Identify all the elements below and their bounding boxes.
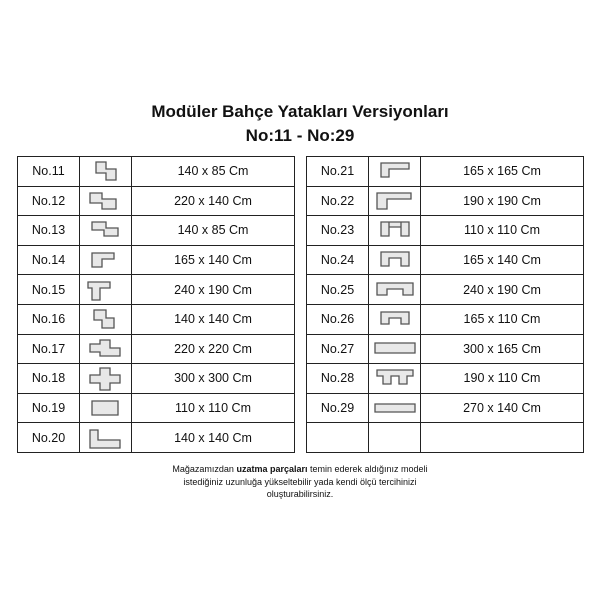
right-table-row bbox=[307, 157, 584, 187]
model-number: No.12 bbox=[18, 186, 80, 216]
page-subtitle: No:11 - No:29 bbox=[245, 126, 355, 145]
right-table-row bbox=[307, 186, 584, 216]
model-number: No.25 bbox=[307, 275, 369, 305]
right-table-row bbox=[307, 364, 584, 394]
model-dimensions: 270 x 140 Cm bbox=[421, 393, 584, 423]
model-thumbnail-cell bbox=[369, 186, 421, 216]
bed-shape-14-icon bbox=[82, 247, 130, 273]
bed-shape-12-icon bbox=[82, 188, 130, 214]
bed-shape-17-icon bbox=[82, 336, 130, 362]
model-number: No.15 bbox=[18, 275, 80, 305]
model-dimensions: 110 x 110 Cm bbox=[132, 393, 295, 423]
left-table-row bbox=[18, 245, 295, 275]
model-thumbnail-cell bbox=[80, 245, 132, 275]
bed-shape-24-icon bbox=[371, 247, 419, 273]
model-dimensions: 300 x 165 Cm bbox=[421, 334, 584, 364]
model-dimensions: 140 x 85 Cm bbox=[132, 216, 295, 246]
bed-shape-15-icon bbox=[82, 277, 130, 303]
left-table-row bbox=[18, 157, 295, 187]
footer-line-3: oluşturabilirsiniz. bbox=[266, 489, 334, 499]
model-dimensions: 300 x 300 Cm bbox=[132, 364, 295, 394]
model-thumbnail-cell bbox=[80, 157, 132, 187]
left-version-table bbox=[17, 156, 295, 453]
model-number: No.19 bbox=[18, 393, 80, 423]
model-thumbnail-cell bbox=[80, 304, 132, 334]
model-thumbnail-cell bbox=[80, 275, 132, 305]
bed-shape-21-icon bbox=[371, 158, 419, 184]
model-number: No.28 bbox=[307, 364, 369, 394]
bed-shape-28-icon bbox=[371, 365, 419, 391]
model-number: No.27 bbox=[307, 334, 369, 364]
model-dimensions: 165 x 140 Cm bbox=[132, 245, 295, 275]
model-dimensions: 190 x 190 Cm bbox=[421, 186, 584, 216]
model-number: No.18 bbox=[18, 364, 80, 394]
model-dimensions: 110 x 110 Cm bbox=[421, 216, 584, 246]
model-thumbnail-cell bbox=[369, 245, 421, 275]
right-table-row bbox=[307, 423, 584, 453]
left-table-row bbox=[18, 304, 295, 334]
model-number: No.16 bbox=[18, 304, 80, 334]
left-table-row bbox=[18, 275, 295, 305]
model-thumbnail-cell bbox=[369, 364, 421, 394]
bed-shape-23-icon bbox=[371, 217, 419, 243]
model-number: No.14 bbox=[18, 245, 80, 275]
left-table-row bbox=[18, 186, 295, 216]
bed-shape-20-icon bbox=[82, 425, 130, 451]
right-version-table bbox=[306, 156, 584, 453]
model-dimensions: 140 x 85 Cm bbox=[132, 157, 295, 187]
model-thumbnail-cell bbox=[369, 157, 421, 187]
bed-shape-13-icon bbox=[82, 217, 130, 243]
model-thumbnail-cell bbox=[80, 393, 132, 423]
model-thumbnail-cell bbox=[369, 275, 421, 305]
bed-shape-19-icon bbox=[82, 395, 130, 421]
model-thumbnail-cell bbox=[80, 423, 132, 453]
model-dimensions: 165 x 140 Cm bbox=[421, 245, 584, 275]
model-thumbnail-cell bbox=[369, 393, 421, 423]
model-number: No.22 bbox=[307, 186, 369, 216]
model-number: No.24 bbox=[307, 245, 369, 275]
page-title: Modüler Bahçe Yatakları Versiyonları bbox=[151, 102, 449, 121]
model-thumbnail-cell bbox=[80, 186, 132, 216]
model-number: No.20 bbox=[18, 423, 80, 453]
left-table-row bbox=[18, 334, 295, 364]
model-number: No.17 bbox=[18, 334, 80, 364]
model-number: No.21 bbox=[307, 157, 369, 187]
model-dimensions: 220 x 220 Cm bbox=[132, 334, 295, 364]
bed-shape-11-icon bbox=[82, 158, 130, 184]
model-dimensions: 165 x 110 Cm bbox=[421, 304, 584, 334]
model-number: No.11 bbox=[18, 157, 80, 187]
model-number: No.29 bbox=[307, 393, 369, 423]
footer-note bbox=[0, 463, 600, 501]
model-dimensions: 140 x 140 Cm bbox=[132, 423, 295, 453]
footer-line-1: Mağazamızdan uzatma parçaları temin ederek aldığınız modeli bbox=[172, 464, 428, 474]
right-table-row bbox=[307, 334, 584, 364]
model-thumbnail-cell bbox=[369, 334, 421, 364]
model-number: No.23 bbox=[307, 216, 369, 246]
model-thumbnail-cell bbox=[80, 334, 132, 364]
model-dimensions: 240 x 190 Cm bbox=[421, 275, 584, 305]
model-number bbox=[307, 423, 369, 453]
bed-shape-18-icon bbox=[82, 365, 130, 391]
model-thumbnail-cell bbox=[369, 216, 421, 246]
left-table-row bbox=[18, 364, 295, 394]
bed-shape-29-icon bbox=[371, 395, 419, 421]
left-table-row bbox=[18, 393, 295, 423]
model-thumbnail-cell bbox=[369, 304, 421, 334]
right-table-row bbox=[307, 304, 584, 334]
model-number: No.13 bbox=[18, 216, 80, 246]
bed-shape-25-icon bbox=[371, 277, 419, 303]
model-dimensions: 240 x 190 Cm bbox=[132, 275, 295, 305]
right-table-row bbox=[307, 393, 584, 423]
model-dimensions bbox=[421, 423, 584, 453]
model-dimensions: 140 x 140 Cm bbox=[132, 304, 295, 334]
model-dimensions: 220 x 140 Cm bbox=[132, 186, 295, 216]
model-dimensions: 190 x 110 Cm bbox=[421, 364, 584, 394]
right-table-row bbox=[307, 216, 584, 246]
right-table-row bbox=[307, 275, 584, 305]
model-dimensions: 165 x 165 Cm bbox=[421, 157, 584, 187]
left-table-row bbox=[18, 423, 295, 453]
bed-shape-26-icon bbox=[371, 306, 419, 332]
model-thumbnail-cell bbox=[80, 216, 132, 246]
right-table-row bbox=[307, 245, 584, 275]
bed-shape-22-icon bbox=[371, 188, 419, 214]
bed-shape-27-icon bbox=[371, 336, 419, 362]
model-thumbnail-cell bbox=[80, 364, 132, 394]
model-number: No.26 bbox=[307, 304, 369, 334]
bed-shape-16-icon bbox=[82, 306, 130, 332]
left-table-row bbox=[18, 216, 295, 246]
model-thumbnail-cell bbox=[369, 423, 421, 453]
footer-line-2: istediğiniz uzunluğa yükseltebilir yada kendi ölçü tercihinizi bbox=[183, 476, 417, 487]
